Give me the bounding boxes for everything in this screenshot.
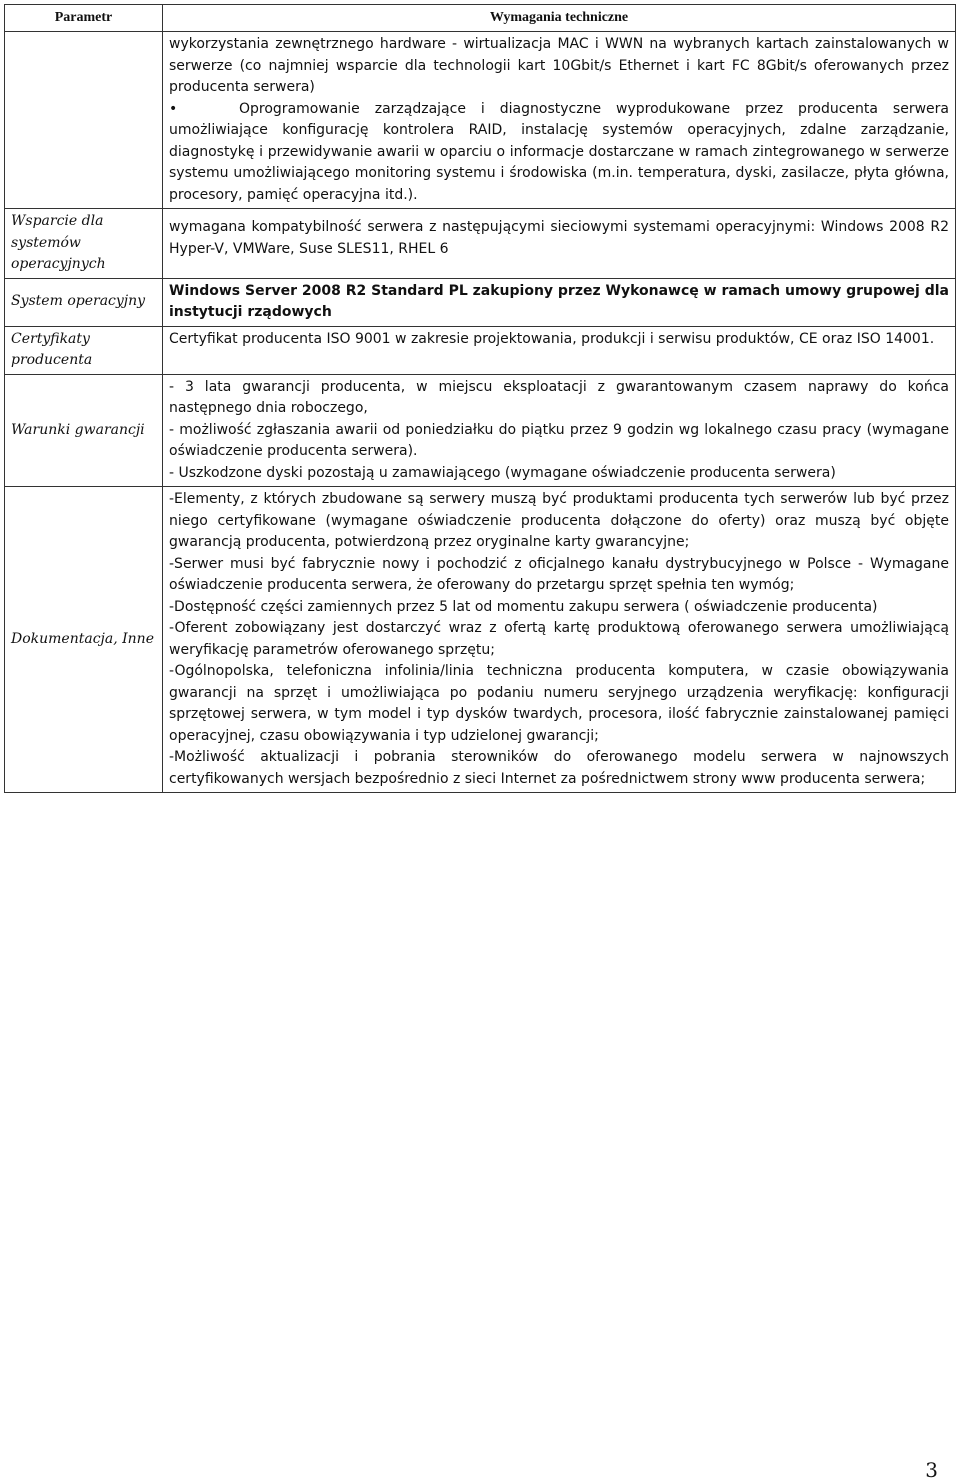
row-requirements-cell bbox=[163, 278, 956, 326]
requirement-text: wykorzystania zewnętrznego hardware - wirtualizacja MAC i WWN na wybranych kartach zainstalowanych w serwerze (co najmniej wsparcie dla technologii kart 10Gbit/s Ethernet i kart FC 8Gbit/s oferowanych przez producenta serwera) bbox=[169, 36, 949, 95]
requirement-text: -Elementy, z których zbudowane są serwery muszą być produktami producenta tych serwerów lub być przez niego certyfikowane (wymagane oświadczenie producenta dołączone do oferty) oraz muszą być objęte gwarancją producenta, potwierdzoną przez oryginalne karty gwarancyjne; bbox=[169, 491, 949, 550]
header-param: Parametr bbox=[5, 5, 163, 32]
requirement-text: - Uszkodzone dyski pozostają u zamawiającego (wymagane oświadczenie producenta serwera) bbox=[169, 464, 836, 481]
requirement-text: Oprogramowanie zarządzające i diagnostyczne wyprodukowane przez producenta serwera umożliwiające konfigurację kontrolera RAID, instalację systemów operacyjnych, zdalne zarządzanie, diagnostykę i przewidywanie awarii w oparciu o informacje dostarczane w ramach zintegrowanego w serwerze systemu umożliwiającego monitoring systemu i środowiska (m.in. temperatura, dyski, zasilacze, płyta główna, procesory, pamięć operacyjna itd.). bbox=[169, 100, 949, 203]
row-requirements-cell bbox=[163, 326, 956, 374]
requirement-text: -Ogólnopolska, telefoniczna infolinia/linia techniczna producenta komputera, w czasie obowiązywania gwarancji na sprzęt i umożliwiająca po podaniu numeru seryjnego urządzenia weryfikację: konfiguracji sprzętowej serwera, w tym model i typ dysków twardych, procesora, ilość fabrycznie zainstalowanej pamięci operacyjnej, czasu obowiązywania i typ udzielonej gwarancji; bbox=[169, 663, 949, 744]
row-requirements-cell bbox=[163, 487, 956, 793]
requirement-text: -Serwer musi być fabrycznie nowy i pochodzić z oficjalnego kanału dystrybucyjnego w Polsce - Wymagane oświadczenie producenta serwera, że oferowany do przetargu sprzęt spełnia ten wymóg; bbox=[169, 555, 949, 593]
page-number: 3 bbox=[925, 1458, 938, 1482]
table-row bbox=[5, 32, 956, 209]
table-header-row bbox=[5, 5, 956, 32]
row-requirements-cell bbox=[163, 209, 956, 279]
requirement-text: - możliwość zgłaszania awarii od poniedziałku do piątku przez 9 godzin wg lokalnego czasu pracy (wymagane oświadczenie producenta serwera). bbox=[169, 421, 949, 459]
requirement-text: Windows Server 2008 R2 Standard PL zakupiony przez Wykonawcę w ramach umowy grupowej dla instytucji rządowych bbox=[169, 282, 949, 320]
row-requirements-cell bbox=[163, 32, 956, 209]
row-param-cell: Certyfikaty producenta bbox=[5, 326, 163, 374]
requirement-text: wymagana kompatybilność serwera z następującymi sieciowymi systemami operacyjnymi: Windows 2008 R2 Hyper-V, VMWare, Suse SLES11, RHEL 6 bbox=[169, 219, 949, 257]
row-param-cell: System operacyjny bbox=[5, 278, 163, 326]
requirement-text: -Dostępność części zamiennych przez 5 lat od momentu zakupu serwera ( oświadczenie producenta) bbox=[169, 598, 878, 615]
row-param-cell bbox=[5, 32, 163, 209]
table-row bbox=[5, 326, 956, 374]
requirement-text: -Możliwość aktualizacji i pobrania sterowników do oferowanego modelu serwera w najnowszych certyfikowanych wersjach bezpośrednio z sieci Internet za pośrednictwem strony www producenta serwera; bbox=[169, 749, 949, 787]
table-row bbox=[5, 487, 956, 793]
table-row bbox=[5, 374, 956, 487]
row-param-cell: Wsparcie dla systemów operacyjnych bbox=[5, 209, 163, 279]
requirement-text: Certyfikat producenta ISO 9001 w zakresie projektowania, produkcji i serwisu produktów, CE oraz ISO 14001. bbox=[169, 330, 935, 347]
header-requirements: Wymagania techniczne bbox=[163, 5, 956, 32]
requirement-text: - 3 lata gwarancji producenta, w miejscu eksploatacji z gwarantowanym czasem naprawy do końca następnego dnia roboczego, bbox=[169, 378, 949, 416]
requirements-table bbox=[4, 4, 956, 793]
row-param-cell: Warunki gwarancji bbox=[5, 374, 163, 487]
row-param-cell: Dokumentacja, Inne bbox=[5, 487, 163, 793]
table-row bbox=[5, 209, 956, 279]
requirement-text: -Oferent zobowiązany jest dostarczyć wraz z ofertą kartę produktową oferowanego serwera umożliwiającą weryfikację parametrów oferowanego sprzętu; bbox=[169, 620, 949, 658]
bullet-icon: • bbox=[169, 100, 178, 117]
row-requirements-cell bbox=[163, 374, 956, 487]
requirement-bullet-item bbox=[169, 99, 949, 207]
table-row bbox=[5, 278, 956, 326]
